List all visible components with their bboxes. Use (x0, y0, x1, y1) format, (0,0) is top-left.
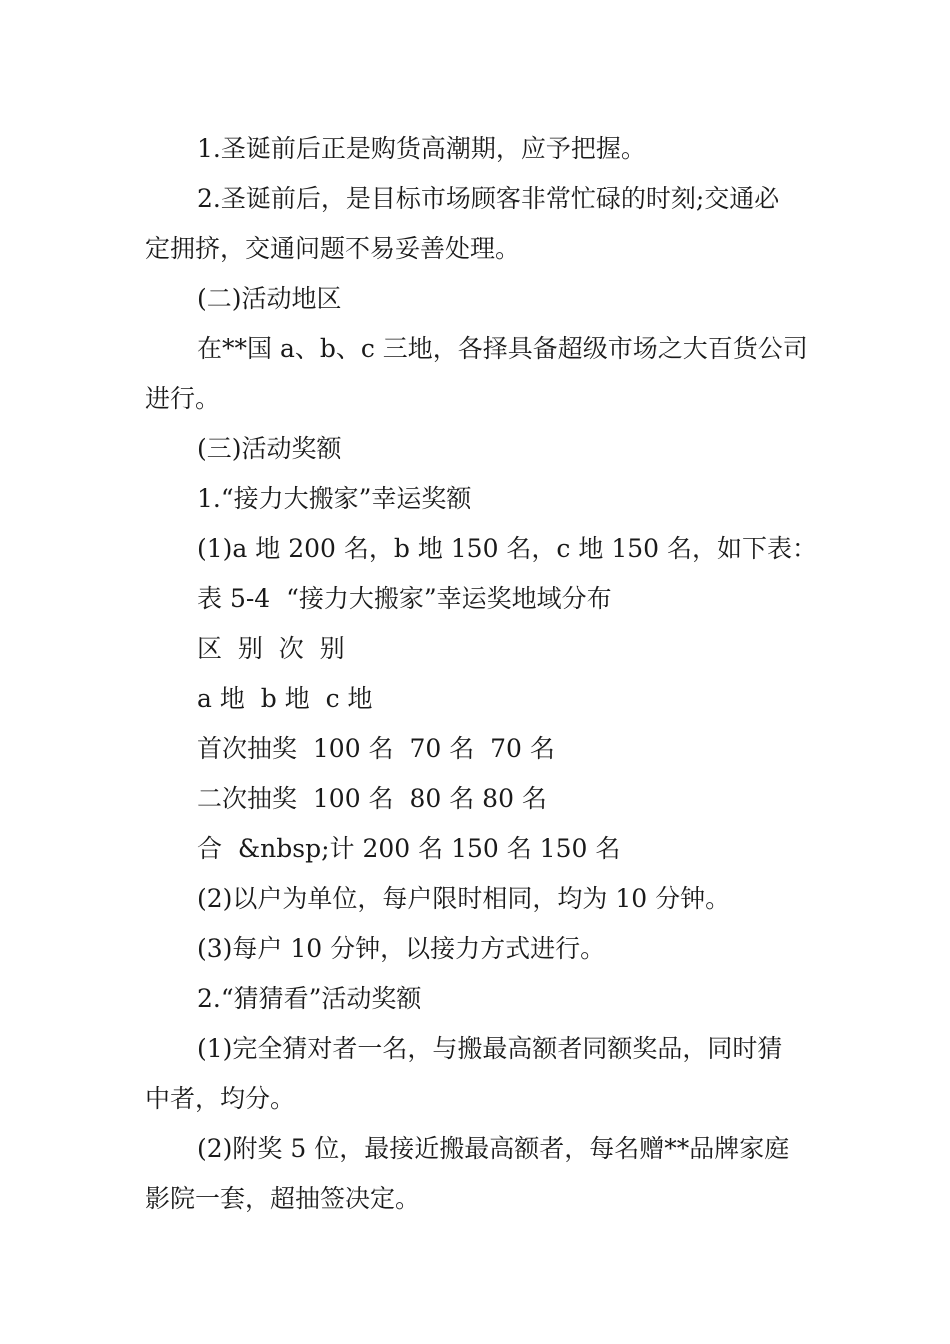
table-subheader-row: a 地 b 地 c 地 (197, 684, 373, 713)
table-row-second-draw: 二次抽奖 100 名 80 名 80 名 (197, 784, 547, 813)
text-line-5: 在**国 a、b、c 三地，各择具备超级市场之大百货公司 (197, 334, 808, 363)
text-line-20: 中者，均分。 (145, 1084, 296, 1113)
section-heading-area: (二)活动地区 (197, 284, 342, 313)
text-line-1: 1.圣诞前后正是购货高潮期，应予把握。 (197, 134, 646, 163)
section-heading-prizes: (三)活动奖额 (197, 434, 342, 463)
text-line-2: 2.圣诞前后，是目标市场顾客非常忙碌的时刻;交通必 (197, 184, 780, 213)
table-header-row: 区 别 次 别 (197, 634, 345, 663)
document-page (145, 124, 817, 1224)
text-line-21: (2)附奖 5 位，最接近搬最高额者，每名赠**品牌家庭 (197, 1134, 790, 1163)
text-line-16: (2)以户为单位，每户限时相同，均为 10 分钟。 (197, 884, 731, 913)
text-line-9: (1)a 地 200 名，b 地 150 名，c 地 150 名，如下表： (197, 534, 817, 563)
table-row-first-draw: 首次抽奖 100 名 70 名 70 名 (197, 734, 555, 763)
text-line-6: 进行。 (145, 384, 221, 413)
text-line-22: 影院一套，超抽签决定。 (145, 1184, 421, 1213)
table-caption: 表 5-4 “接力大搬家”幸运奖地域分布 (197, 584, 612, 613)
subheading-relay-prizes: 1.“接力大搬家”幸运奖额 (197, 484, 472, 513)
subheading-guess-prizes: 2.“猜猜看”活动奖额 (197, 984, 422, 1013)
text-line-3: 定拥挤，交通问题不易妥善处理。 (145, 234, 521, 263)
text-line-19: (1)完全猜对者一名，与搬最高额者同额奖品，同时猜 (197, 1034, 783, 1063)
text-line-17: (3)每户 10 分钟，以接力方式进行。 (197, 934, 606, 963)
table-row-total: 合 &nbsp;计 200 名 150 名 150 名 (197, 834, 621, 863)
